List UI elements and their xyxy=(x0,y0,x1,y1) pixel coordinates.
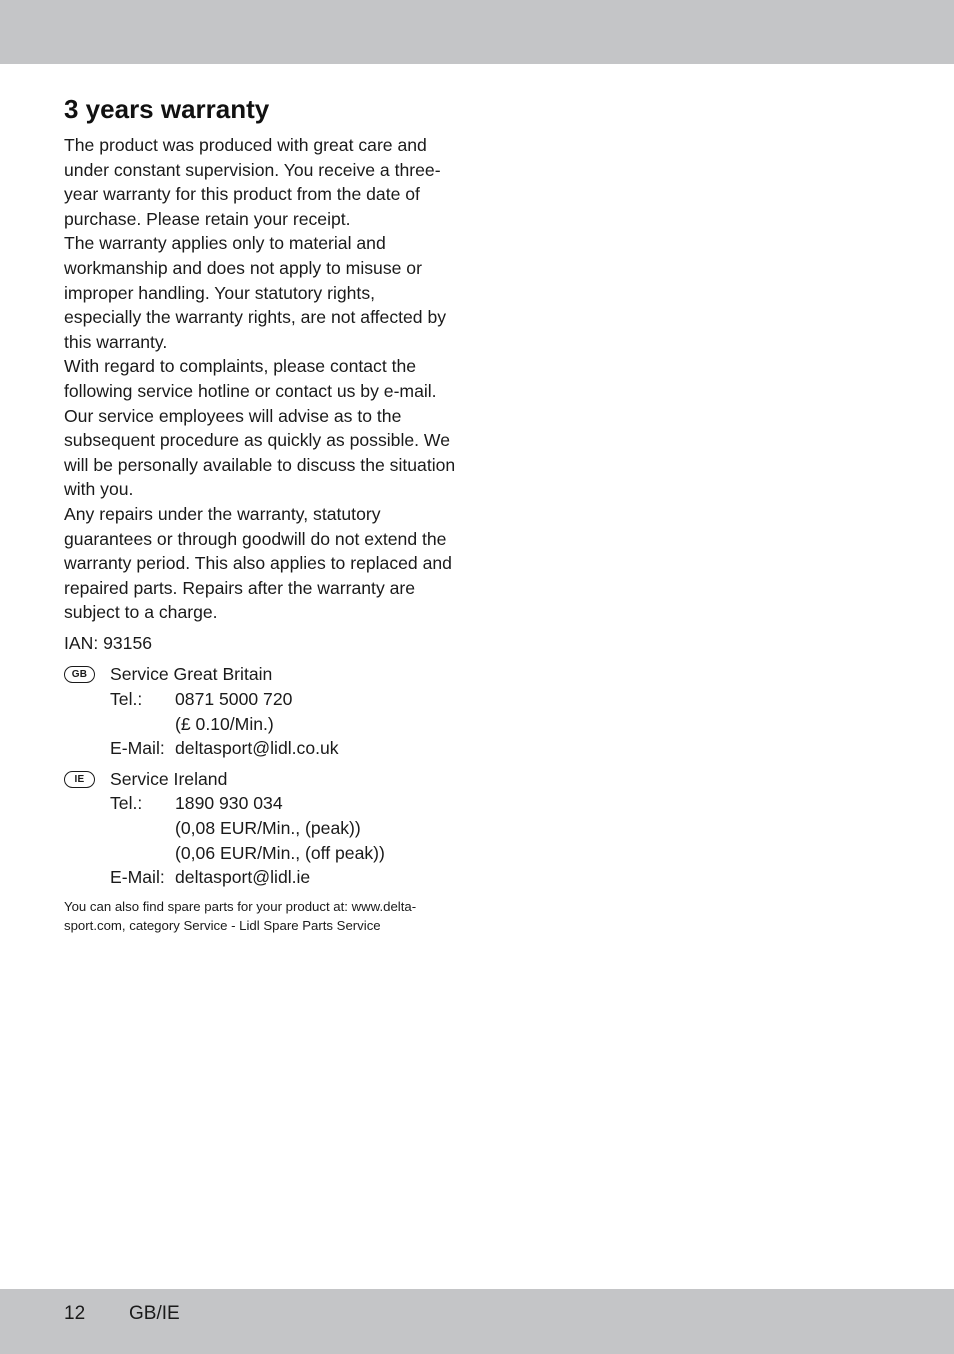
header-band xyxy=(0,0,954,64)
warranty-paragraph-3: With regard to complaints, please contact the following service hotline or contact us by e-mail. Our service employees will advise as to the subsequent procedure as quickly as possible. We will be personally available to discuss the situation with you. xyxy=(64,356,456,500)
ian-number: IAN: 93156 xyxy=(64,632,153,653)
service-gb-spacer xyxy=(110,712,175,737)
service-ie-title: Service Ireland xyxy=(110,768,228,789)
service-ie-rate-off-peak: (0,06 EUR/Min., (off peak)) xyxy=(175,842,385,863)
service-gb-rate: (£ 0.10/Min.) xyxy=(175,713,274,734)
service-gb-title: Service Great Britain xyxy=(110,664,273,685)
language-code: GB/IE xyxy=(129,1303,180,1324)
service-gb-email: deltasport@lidl.co.uk xyxy=(175,738,339,759)
service-ie-tel-label: Tel.: xyxy=(110,793,143,814)
warranty-paragraph-4: Any repairs under the warranty, statutory guarantees or through goodwill do not extend the warranty period. This also applies to replaced and repaired parts. Repairs after the warranty are subject to a charge. xyxy=(64,503,452,623)
spare-parts-note: You can also find spare parts for your product at: www.delta-sport.com, category Service - Lidl Spare Parts Service xyxy=(64,898,417,934)
warranty-paragraph-2: The warranty applies only to material and workmanship and does not apply to misuse or improper handling. Your statutory rights, especially the warranty rights, are not affected by this warranty. xyxy=(64,233,447,352)
service-ie-email-label: E-Mail: xyxy=(110,867,165,888)
warranty-paragraph-1: The product was produced with great care and under constant supervision. You receive a three-year warranty for this product from the date of purchase. Please retain your receipt. xyxy=(64,135,441,229)
service-ie-spacer-2 xyxy=(110,841,175,866)
service-ie-phone: 1890 930 034 xyxy=(175,793,283,814)
service-ie-rate-peak: (0,08 EUR/Min., (peak)) xyxy=(175,818,361,839)
page-number: 12 xyxy=(64,1303,86,1324)
service-ireland xyxy=(64,767,456,890)
service-gb-email-label: E-Mail: xyxy=(110,738,165,759)
service-ie-spacer-1 xyxy=(110,816,175,841)
page-title: 3 years warranty xyxy=(64,94,270,124)
service-great-britain xyxy=(64,662,456,760)
warranty-section xyxy=(64,92,456,936)
service-gb-phone: 0871 5000 720 xyxy=(175,689,293,710)
service-gb-tel-label: Tel.: xyxy=(110,689,143,710)
ie-country-badge-icon: IE xyxy=(64,771,95,788)
gb-country-badge-icon: GB xyxy=(64,666,95,683)
service-ie-email: deltasport@lidl.ie xyxy=(175,867,311,888)
